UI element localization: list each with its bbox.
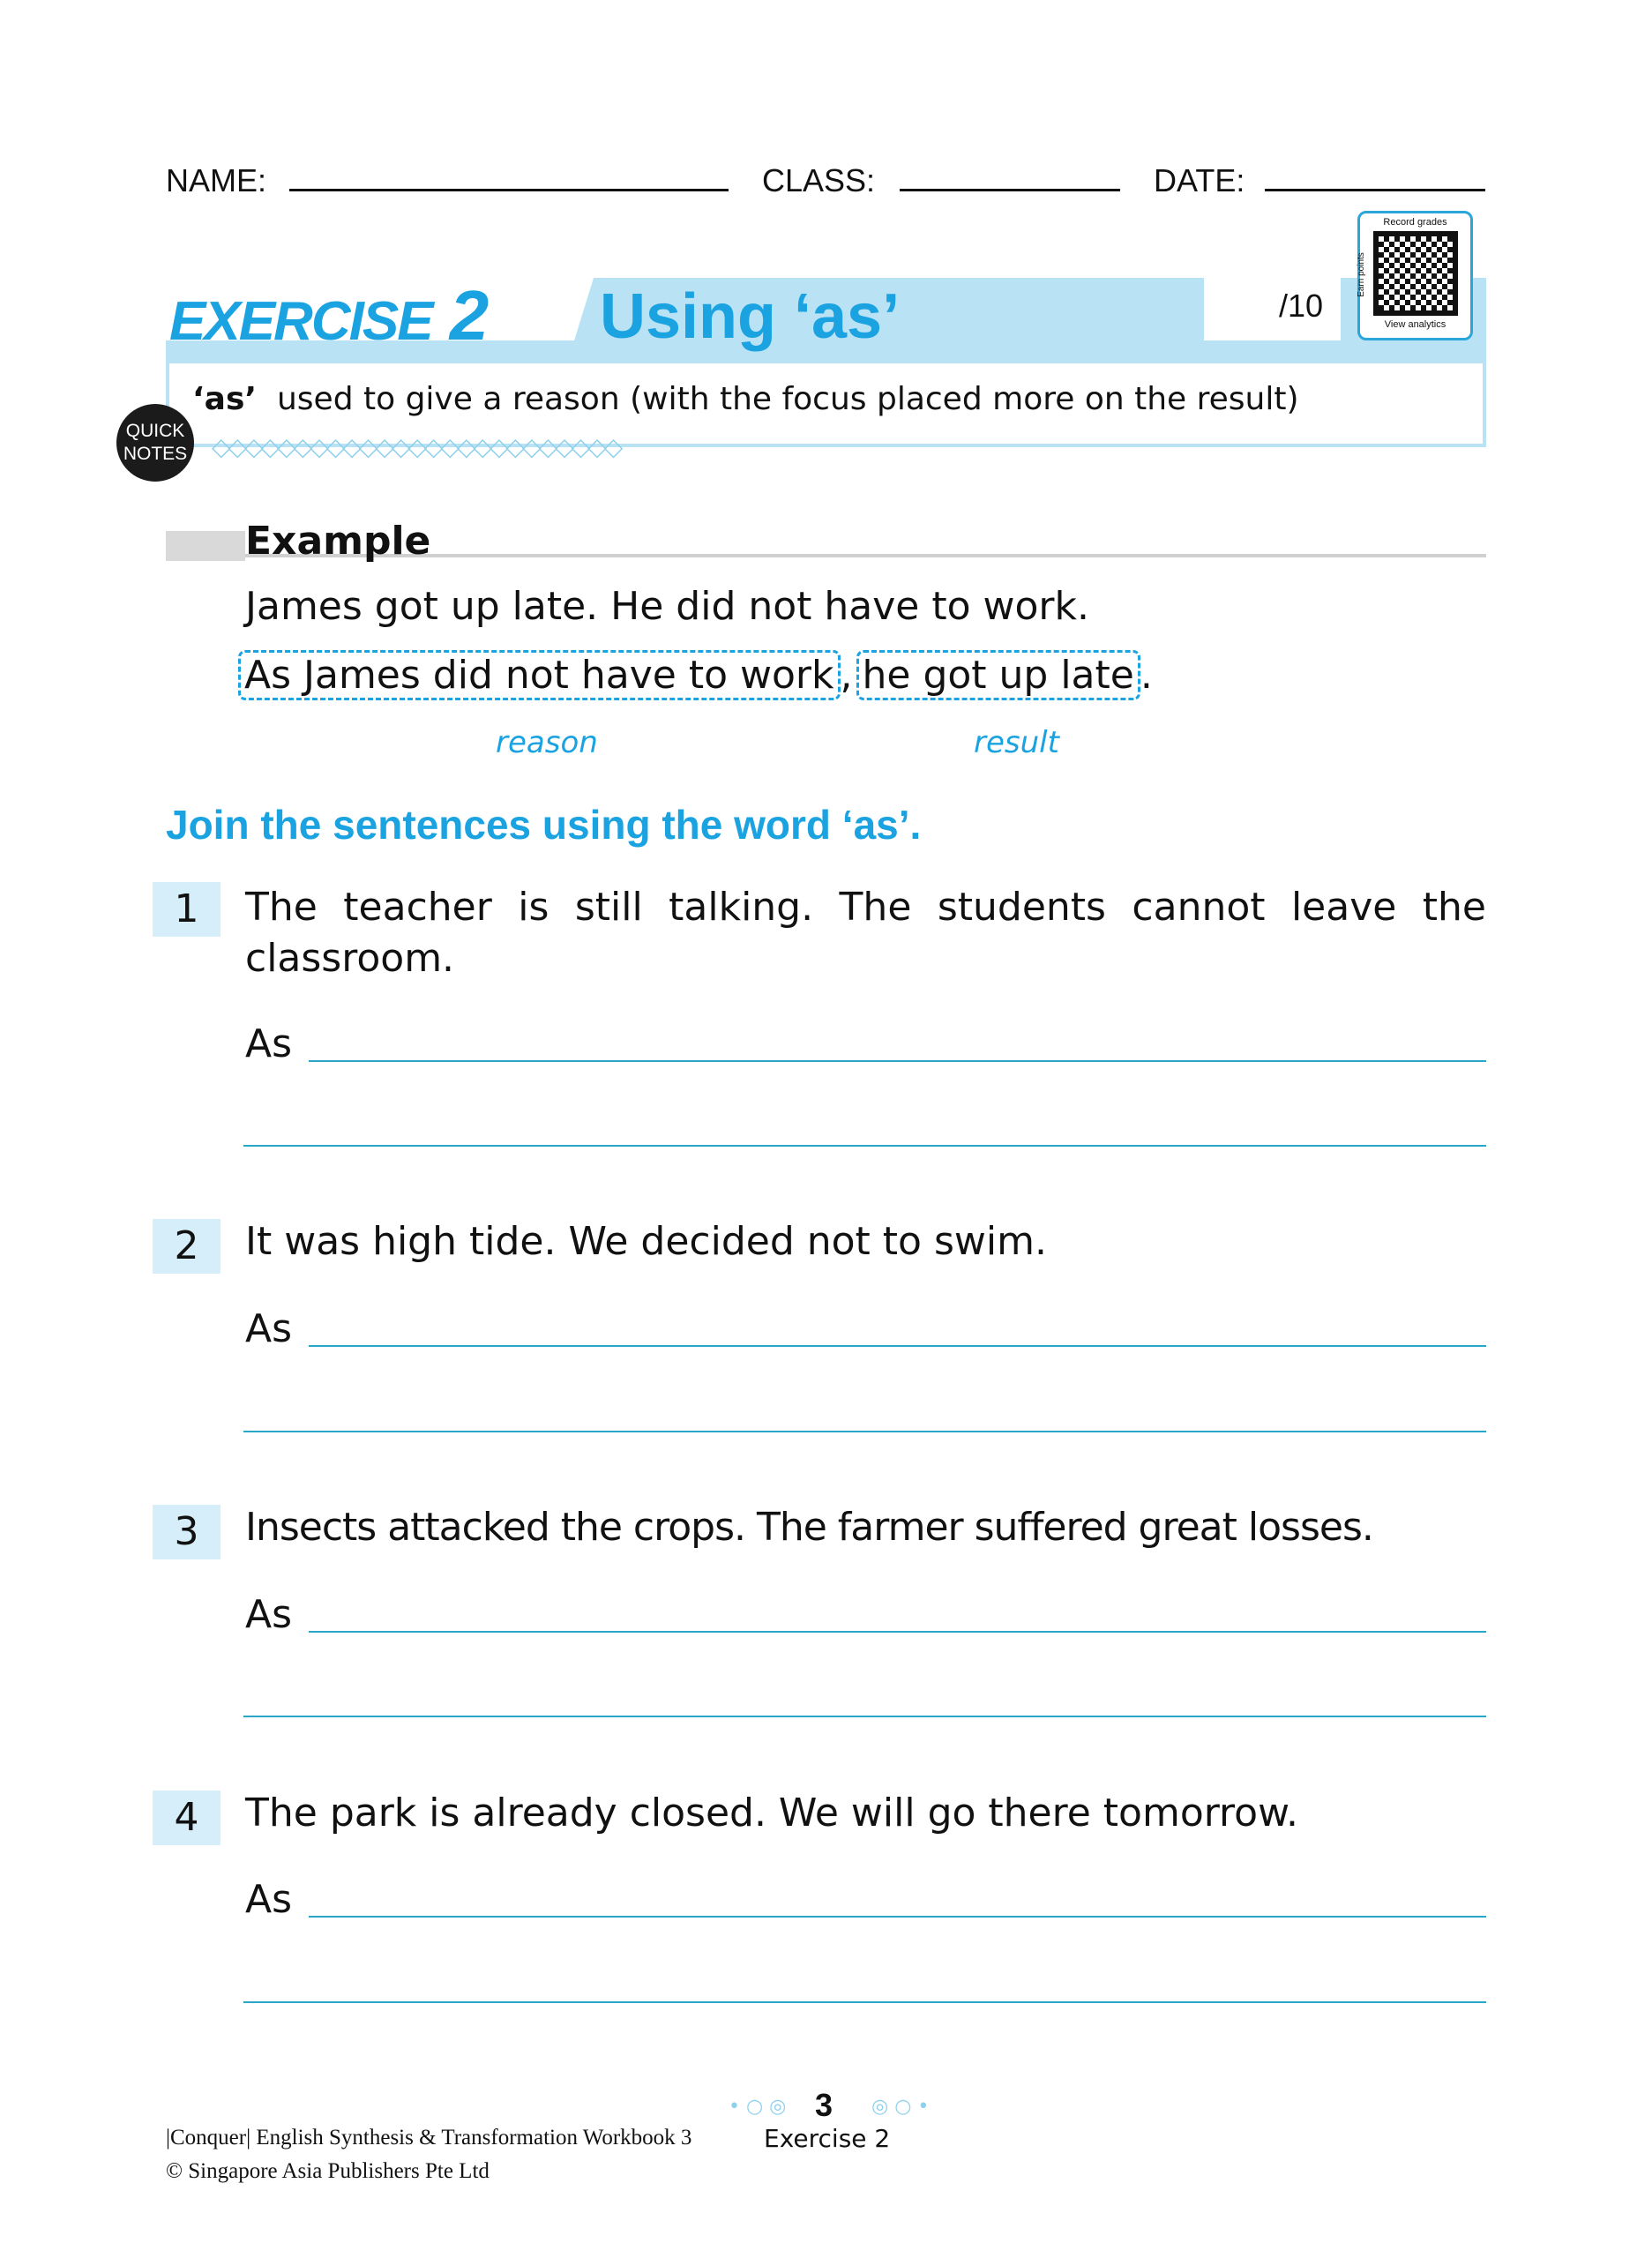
answer-prompt: As <box>245 1306 293 1351</box>
question-text: Insects attacked the crops. The farmer suffered great losses. <box>245 1505 1373 1550</box>
reason-box: As James did not have to work <box>238 650 841 700</box>
answer-line[interactable] <box>309 1631 1486 1633</box>
copyright: © Singapore Asia Publishers Pte Ltd <box>166 2159 490 2183</box>
date-field[interactable] <box>1265 189 1485 191</box>
question-text: The park is already closed. We will go there tomorrow. <box>245 1791 1299 1836</box>
answer-line[interactable] <box>243 1145 1486 1147</box>
answer-line[interactable] <box>309 1916 1486 1918</box>
exercise-title: Using ‘as’ <box>600 281 901 352</box>
answer-line[interactable] <box>309 1345 1486 1347</box>
diamond-border: ◇◇◇◇◇◇◇◇◇◇◇◇◇◇◇◇◇◇◇◇◇◇◇◇◇ <box>212 432 621 461</box>
date-label: DATE: <box>1154 162 1245 198</box>
instruction: Join the sentences using the word ‘as’. <box>166 802 922 848</box>
answer-prompt: As <box>245 1021 293 1066</box>
question-number: 4 <box>153 1791 221 1845</box>
score-label: /10 <box>1279 288 1324 324</box>
quick-notes-badge: QUICK NOTES <box>116 404 194 482</box>
question-number: 1 <box>153 882 221 937</box>
answer-line[interactable] <box>243 1716 1486 1717</box>
class-label: CLASS: <box>762 162 876 198</box>
example-sentence: James got up late. He did not have to work. <box>245 584 1089 629</box>
answer-line[interactable] <box>243 1431 1486 1432</box>
question-number: 2 <box>153 1219 221 1274</box>
exercise-word: EXERCISE <box>169 291 432 352</box>
reason-label: reason <box>496 725 598 760</box>
answer-prompt: As <box>245 1592 293 1637</box>
name-label: NAME: <box>166 162 267 198</box>
question-number: 3 <box>153 1505 221 1559</box>
qr-code[interactable] <box>1357 211 1473 340</box>
section-label: Exercise 2 <box>764 2124 891 2153</box>
question-text: The teacher is still talking. The students cannot leave the classroom. <box>245 885 1486 981</box>
question-text: It was high tide. We decided not to swim. <box>245 1219 1047 1264</box>
name-field[interactable] <box>289 189 729 191</box>
answer-line[interactable] <box>243 2001 1486 2003</box>
page-number: 3 <box>815 2087 833 2123</box>
dots-left-icon: • ○ ◎ <box>729 2096 787 2118</box>
example-bar <box>166 531 245 561</box>
example-heading: Example <box>245 519 431 564</box>
qr-bottom-label: View analytics <box>1384 319 1446 330</box>
result-label: result <box>974 725 1059 760</box>
exercise-number: 2 <box>449 276 488 355</box>
qr-top-label: Record grades <box>1383 217 1447 228</box>
example-rule <box>245 554 1486 557</box>
result-box: he got up late <box>856 650 1140 700</box>
qr-icon <box>1373 231 1458 316</box>
answer-line[interactable] <box>309 1060 1486 1062</box>
class-field[interactable] <box>900 189 1120 191</box>
qr-side-label: Earn points <box>1356 252 1366 297</box>
dots-right-icon: ◎ ○ • <box>871 2096 930 2118</box>
quick-notes-text: ‘as’ used to give a reason (with the focus placed more on the result) <box>192 381 1299 417</box>
example-answer: As James did not have to work , he got up late . <box>238 653 1153 698</box>
answer-prompt: As <box>245 1877 293 1922</box>
exercise-heading <box>169 275 487 356</box>
book-title: |Conquer| English Synthesis & Transformation Workbook 3 <box>166 2126 692 2150</box>
